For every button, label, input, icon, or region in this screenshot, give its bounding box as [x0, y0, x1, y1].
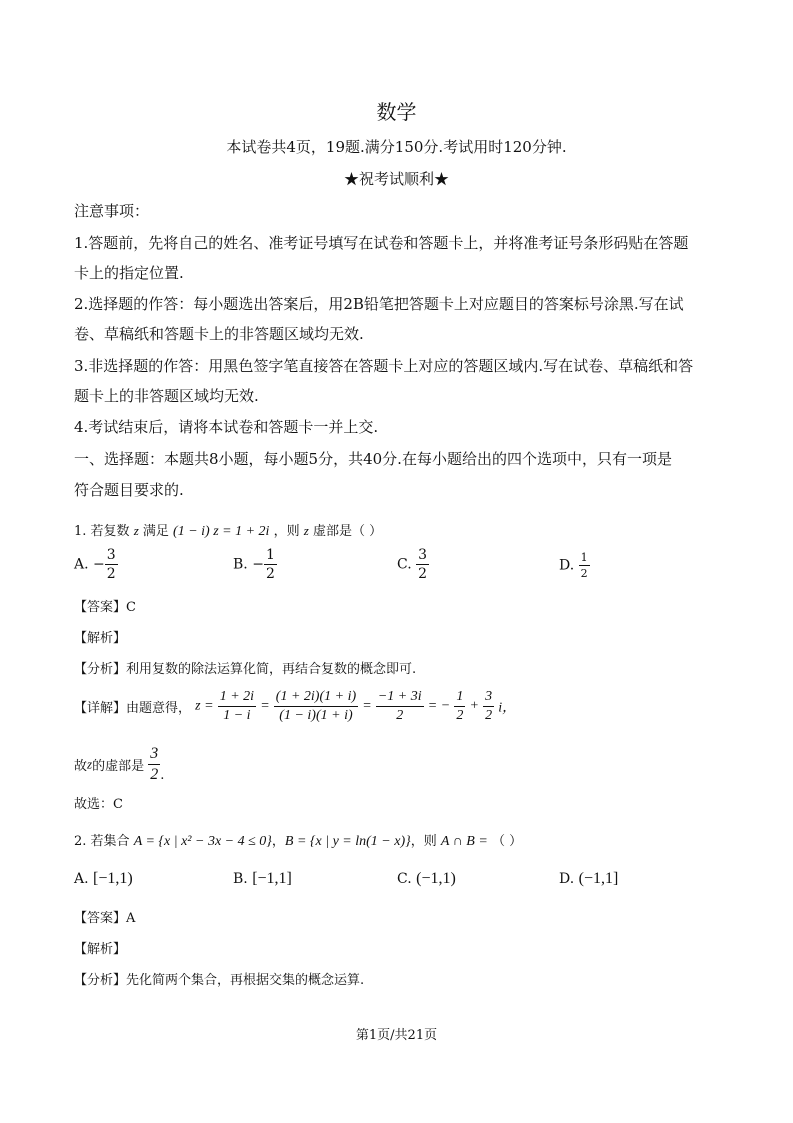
- q1-option-b-den: 2: [265, 566, 275, 582]
- q2-option-c: [397, 870, 456, 888]
- section-heading-line-1: 一、选择题：本题共8小题，每小题5分，共40分.在每小题给出的四个选项中，只有一项是: [74, 450, 672, 468]
- q1-xiangjie: [74, 690, 516, 723]
- q1-frac-4-num: 1: [454, 690, 465, 707]
- q2-sep: ，: [271, 834, 285, 849]
- q1-option-b-num: 1: [265, 547, 275, 563]
- q1-frac-5: [483, 690, 494, 723]
- exam-info: 本试卷共4页，19题.满分150分.考试用时120分钟.: [226, 138, 567, 156]
- q1-option-c-label: C.: [397, 556, 412, 573]
- note-1-line-2: 卡上的指定位置.: [74, 264, 184, 282]
- q2-option-d: [559, 870, 618, 888]
- q2-answer-value: A: [126, 911, 136, 926]
- q1-option-a-label: A.: [74, 556, 89, 573]
- q1-fenxi-tag: 【分析】: [74, 662, 127, 677]
- q1-frac-5-num: 3: [483, 690, 494, 707]
- q1-option-c-num: 3: [418, 547, 428, 563]
- q1-option-d-label: D.: [559, 557, 575, 574]
- q2-option-d-value: (−1,1]: [578, 870, 619, 887]
- q1-eq-2: =: [362, 698, 372, 714]
- q1-option-a-fraction: [105, 548, 118, 581]
- q2-stem: [74, 830, 522, 850]
- q1-option-a-num: 3: [106, 547, 116, 563]
- section-heading-line-2: 符合题目要求的.: [74, 481, 184, 499]
- note-2-line-1: 2.选择题的作答：每小题选出答案后，用2B铅笔把答题卡上对应题目的答案标号涂黑.写在试: [74, 295, 684, 313]
- q1-conclude-num: 3: [148, 746, 160, 765]
- q2-fenxi: [74, 969, 364, 988]
- q1-option-b-minus: −: [252, 556, 264, 573]
- q1-stem-end: 虚部是（ ）: [312, 524, 383, 539]
- q1-conclude-mid: 的虚部是: [92, 759, 145, 774]
- q1-option-d-fraction: [579, 552, 590, 579]
- q1-frac-1-num: 1 + 2i: [218, 690, 256, 707]
- note-3-line-1: 3.非选择题的作答：用黑色签字笔直接答在答题卡上对应的答题区域内.写在试卷、草稿纸和答: [74, 357, 694, 375]
- q1-option-d-den: 2: [580, 567, 588, 580]
- q1-stem-post: ，则: [273, 524, 300, 539]
- q1-xiangjie-tag: 【详解】: [74, 701, 127, 716]
- q2-option-a-label: A.: [74, 871, 89, 887]
- q1-option-a: [74, 548, 118, 581]
- q2-stem-post: ，则: [410, 834, 437, 849]
- q1-fenxi: [74, 658, 416, 677]
- q1-eq-z: z =: [195, 698, 214, 714]
- q1-frac-3-den: 2: [396, 708, 404, 723]
- q1-conclude-fraction: [148, 746, 160, 783]
- q2-option-c-label: C.: [397, 871, 412, 887]
- q1-eq-minus: = −: [427, 698, 451, 714]
- q1-stem: [74, 520, 382, 540]
- q1-option-c-den: 2: [418, 566, 428, 582]
- q2-fenxi-tag: 【分析】: [74, 973, 127, 988]
- exam-wish: ★祝考试顺利★: [343, 170, 449, 188]
- q1-option-b-fraction: [264, 548, 277, 581]
- q1-fenxi-text: 利用复数的除法运算化简，再结合复数的概念即可.: [126, 662, 417, 677]
- q2-option-a-value: [−1,1): [93, 870, 133, 887]
- q2-paren: （ ）: [491, 834, 523, 849]
- q1-choose: 故选：C: [74, 797, 123, 812]
- q1-frac-4: [454, 690, 465, 723]
- note-3-line-2: 题卡上的非答题区域均无效.: [74, 387, 259, 405]
- q1-frac-3: [376, 690, 424, 723]
- q1-option-b: [233, 548, 277, 581]
- q2-analysis-tag: 【解析】: [74, 942, 127, 957]
- q2-option-c-value: (−1,1): [416, 870, 456, 887]
- q1-tail: i，: [498, 700, 517, 716]
- q1-answer-value: C: [126, 600, 136, 615]
- q1-frac-5-den: 2: [485, 708, 493, 723]
- q1-option-d-num: 1: [580, 551, 588, 564]
- q1-conclusion: [74, 746, 164, 783]
- notes-heading: 注意事项：: [74, 202, 150, 220]
- q1-analysis-tag: 【解析】: [74, 631, 127, 646]
- q2-option-b: [233, 870, 292, 888]
- q1-frac-4-den: 2: [456, 708, 464, 723]
- q1-conclude-den: 2: [150, 766, 159, 783]
- q1-conclude-pre: 故: [74, 759, 88, 774]
- q1-stem-pre: 1. 若复数: [74, 524, 130, 539]
- q1-condition: (1 − i) z = 1 + 2i: [173, 524, 270, 539]
- q2-stem-pre: 2. 若集合: [74, 834, 130, 849]
- q1-option-a-den: 2: [106, 566, 116, 582]
- q1-answer-tag: 【答案】: [74, 600, 127, 615]
- q1-option-b-label: B.: [233, 556, 248, 573]
- q1-frac-2-den: (1 − i)(1 + i): [279, 708, 353, 723]
- q1-frac-1-den: 1 − i: [223, 708, 251, 723]
- q1-frac-1: [218, 690, 256, 723]
- page-footer: 第1页/共21页: [355, 1028, 438, 1043]
- q2-option-a: [74, 870, 133, 888]
- q1-frac-2-num: (1 + 2i)(1 + i): [274, 690, 358, 707]
- q1-option-d: [559, 552, 590, 579]
- q1-frac-2: [274, 690, 358, 723]
- q1-xiangjie-pre: 由题意得，: [126, 701, 192, 716]
- note-2-line-2: 卷、草稿纸和答题卡上的非答题区域均无效.: [74, 325, 364, 343]
- q2-answer: [74, 907, 135, 926]
- q1-eq-1: =: [260, 698, 270, 714]
- q1-option-a-minus: −: [93, 556, 105, 573]
- q2-option-b-label: B.: [233, 871, 248, 887]
- q1-plus: +: [469, 698, 479, 714]
- q2-ask: A ∩ B =: [440, 834, 488, 849]
- q1-conclude-z: z: [87, 756, 93, 772]
- q2-set-a: A = {x | x² − 3x − 4 ≤ 0}: [133, 834, 272, 849]
- note-4: 4.考试结束后，请将本试卷和答题卡一并上交.: [74, 418, 379, 436]
- q2-set-b: B = {x | y = ln(1 − x)}: [284, 834, 411, 849]
- q1-stem-mid: 满足: [142, 524, 169, 539]
- q1-option-c: [397, 548, 429, 581]
- q1-option-c-fraction: [416, 548, 429, 581]
- q2-option-b-value: [−1,1]: [252, 870, 292, 887]
- note-1-line-1: 1.答题前，先将自己的姓名、准考证号填写在试卷和答题卡上，并将准考证号条形码贴在答题: [74, 234, 689, 252]
- q1-var-z: z: [133, 523, 139, 538]
- q2-answer-tag: 【答案】: [74, 911, 127, 926]
- q2-option-d-label: D.: [559, 871, 575, 887]
- q2-fenxi-text: 先化简两个集合，再根据交集的概念运算.: [126, 973, 365, 988]
- q1-conclude-end: .: [160, 768, 165, 783]
- q1-var-z-2: z: [303, 523, 309, 538]
- q1-frac-3-num: −1 + 3i: [376, 690, 424, 707]
- q1-answer: [74, 596, 136, 615]
- page-title: 数学: [376, 100, 417, 124]
